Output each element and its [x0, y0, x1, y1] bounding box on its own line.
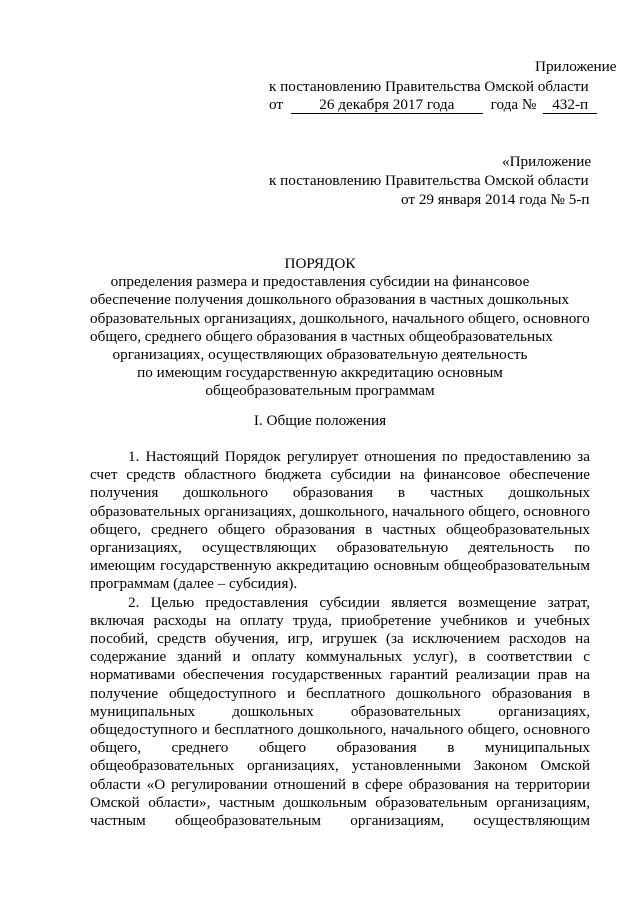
title-line: образовательных организациях, дошкольного, начального общего, основного	[90, 309, 590, 327]
original-resolution-date: от 29 января 2014 года № 5-п	[401, 191, 590, 208]
title-line: организациях, осуществляющих образовательную деятельность	[112, 346, 528, 364]
title-line: общего, среднего общего образования в частных общеобразовательных	[90, 327, 553, 345]
section-heading: I. Общие положения	[253, 412, 387, 429]
title-line: обеспечение получения дошкольного образования в частных дошкольных	[90, 291, 570, 309]
original-appendix-label: «Приложение	[502, 153, 592, 170]
paragraph: 1. Настоящий Порядок регулирует отношения по предоставлению за счет средств областного бюджета субсидии на финансовое обеспечение получения дошкольного образования в частных дошкольных образовательных организациях, дошкольного, начального общего, основного общего, среднего общего образования в частных общеобразовательных организациях, осуществляющих образовательную деятельность по имеющим государственную аккредитацию основным общеобразовательным программам (далее – субсидия).	[90, 448, 590, 593]
number-label: года №	[490, 96, 537, 113]
title-line: по имеющим государственную аккредитацию основным	[137, 364, 503, 382]
resolution-date: 26 декабря 2017 года	[291, 96, 483, 114]
resolution-reference: к постановлению Правительства Омской области	[269, 78, 589, 95]
title-line: общеобразовательным программам	[205, 382, 435, 400]
document-body	[90, 448, 590, 830]
resolution-number: 432-п	[543, 96, 597, 114]
title-line: определения размера и предоставления субсидии на финансовое	[110, 273, 530, 291]
date-prefix: от	[269, 96, 284, 113]
appendix-label: Приложение	[535, 58, 617, 75]
original-resolution-reference: к постановлению Правительства Омской области	[269, 172, 589, 189]
title-heading: ПОРЯДОК	[284, 255, 356, 272]
paragraph: 2. Целью предоставления субсидии является возмещение затрат, включая расходы на оплату труда, приобретение учебников и учебных пособий, средств обучения, игр, игрушек (за исключением расходов на содержание зданий и оплату коммунальных услуг), в соответствии с нормативами обеспечения государственных гарантий реализации прав на получение общедоступного и бесплатного дошкольного образования в муниципальных дошкольных образовательных организациях, общедоступного и бесплатного дошкольного, начального общего, основного общего, среднего общего образования в муниципальных общеобразовательных организациях, установленными Законом Омской области «О регулировании отношений в сфере образования на территории Омской области», частным дошкольным образовательным организациям, частным общеобразовательным организациям, осуществляющим	[90, 593, 590, 830]
document-title	[90, 255, 590, 401]
resolution-date-line	[269, 95, 597, 114]
